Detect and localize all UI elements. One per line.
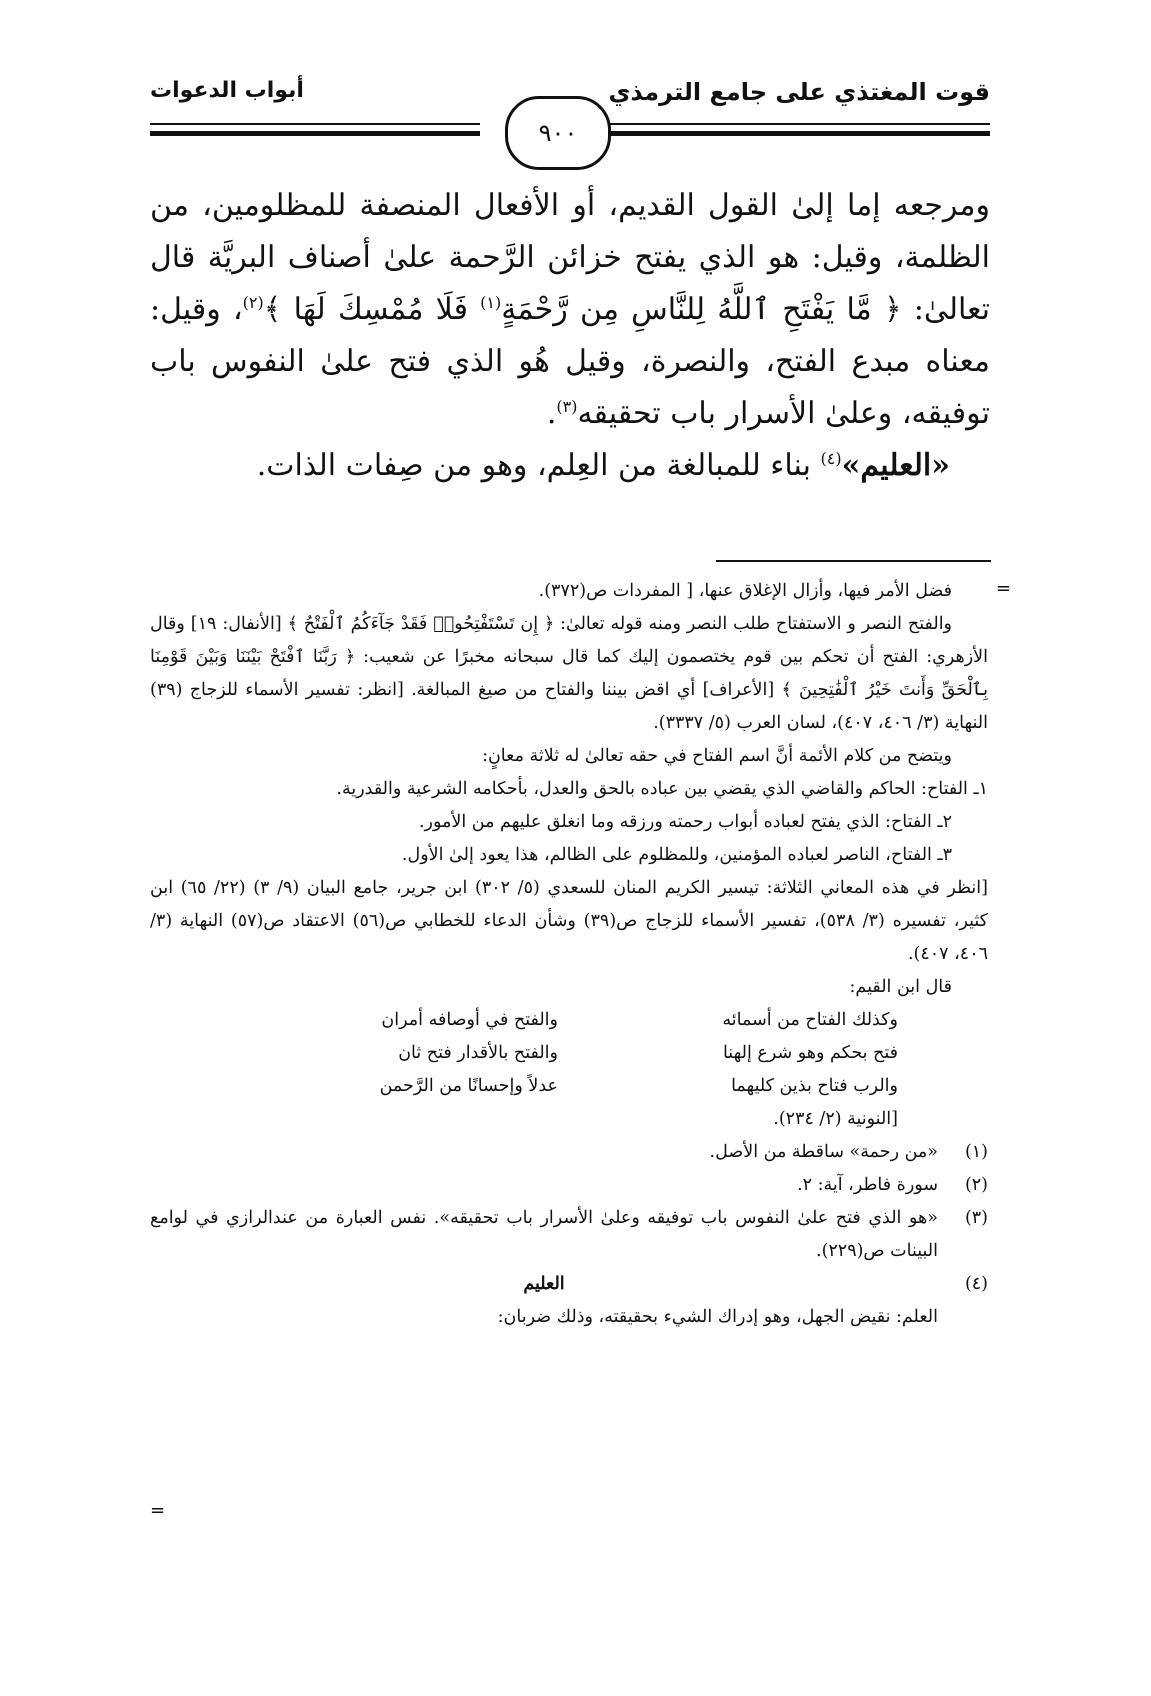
footnote-line: ١ـ الفتاح: الحاكم والقاضي الذي يقضي بين عباده بالحق والعدل، بأحكامه الشرعية والقدرية. — [336, 779, 988, 799]
chapter-title: أبواب الدعوات — [150, 78, 304, 103]
page-number: ٩٠٠ — [505, 96, 611, 170]
footnote-ref-4: (٤) — [820, 449, 842, 468]
header-rule-right-thick — [610, 131, 990, 136]
header-rule-left — [150, 123, 480, 125]
footnote-4-title: العليم — [523, 1274, 565, 1294]
footnote-3: (٣) «هو الذي فتح علىٰ النفوس باب توفيقه وعلىٰ الأسرار باب تحقيقه». نفس العبارة من عندالرازي في لوامع البينات ص(٢٢٩). — [150, 1208, 988, 1261]
page-header — [150, 78, 990, 168]
footnote-2: (٢) سورة فاطر، آية: ٢. — [797, 1175, 988, 1195]
main-text — [150, 180, 990, 492]
header-rule-left-thick — [150, 131, 480, 136]
poem-verse: والرب فتاح بذين كليهما عدلاً وإحسانًا من الرَّحمن — [379, 1076, 898, 1096]
poem-reference: [النونية (٢/ ٢٣٤). — [773, 1109, 898, 1129]
term-alalim: «العليم» — [841, 448, 950, 483]
footnote-1: (١) «من رحمة» ساقطة من الأصل. — [709, 1142, 988, 1162]
footnote-4-body: العلم: نقيض الجهل، وهو إدراك الشيء بحقيقته، وذلك ضربان: — [497, 1307, 938, 1327]
footnote-separator — [716, 560, 991, 562]
poem-verse: وكذلك الفتاح من أسمائه والفتح في أوصافه أمران — [381, 1010, 898, 1030]
continuation-mark: = — [995, 578, 1011, 599]
end-continuation-mark: = — [150, 1500, 166, 1521]
footnotes — [150, 575, 988, 1334]
poem — [258, 1004, 898, 1136]
poem-verse: فتح بحكم وهو شرع إلهنا والفتح بالأقدار فتح ثان — [398, 1043, 898, 1063]
footnote-line: ٣ـ الفتاح، الناصر لعباده المؤمنين، وللمظلوم على الظالم، هذا يعود إلىٰ الأول. — [401, 845, 952, 865]
main-paragraph-1: ومرجعه إما إلىٰ القول القديم، أو الأفعال المنصفة للمظلومين، من الظلمة، وقيل: هو الذي يفتح خزائن الرَّحمة علىٰ أصناف البريَّة قال تعالىٰ: ﴿ مَّا يَفْتَحِ ٱللَّهُ لِلنَّاسِ مِن رَّحْمَةٍ$^{(١)}$ فَلَا مُمْسِكَ لَهَا ﴾$^{(٢)}$، وقيل: معناه مبدع الفتح، والنصرة، وقيل هُو الذي فتح علىٰ النفوس باب توفيقه، وعلىٰ الأسرار باب تحقيقه$^{(٣)}$. — [150, 188, 990, 431]
footnote-ref-1: (١) — [480, 293, 502, 312]
footnote-line: والفتح النصر و الاستفتاح طلب النصر ومنه قوله تعالىٰ: ﴿ إِن تَسْتَفْتِحُوا۟ فَقَدْ جَآءَكُمُ ٱلْفَتْحُ ﴾ [الأنفال: ١٩] وقال الأزهري: الفتح أن تحكم بين قوم يختصمون إليك كما قال سبحانه مخبرًا عن شعيب: ﴿ رَبَّنَا ٱفْتَحْ بَيْنَنَا وَبَيْنَ قَوْمِنَا بِٱلْحَقِّ وَأَنتَ خَيْرُ ٱلْفَٰتِحِينَ ﴾ [الأعراف] أي اقض بيننا والفتاح من صيغ المبالغة. [انظر: تفسير الأسماء للزجاج (٣٩) النهاية (٣/ ٤٠٦، ٤٠٧)، لسان العرب (٥/ ٣٣٣٧). — [150, 614, 988, 733]
header-rule-right — [610, 123, 990, 125]
footnote-line: [انظر في هذه المعاني الثلاثة: تيسير الكريم المنان للسعدي (٥/ ٣٠٢) ابن جرير، جامع البيان (٩/ ٣) (٢٢/ ٦٥) ابن كثير، تفسيره (٣/ ٥٣٨)، تفسير الأسماء للزجاج ص(٣٩) وشأن الدعاء للخطابي ص(٥٦) الاعتقاد ص(٥٧) النهاية (٣/ ٤٠٦، ٤٠٧). — [150, 878, 989, 964]
footnote-ref-3: (٣) — [556, 397, 578, 416]
book-title: قوت المغتذي على جامع الترمذي — [608, 78, 990, 106]
footnote-line: فضل الأمر فيها، وأزال الإغلاق عنها، [ المفردات ص(٣٧٢). — [538, 581, 952, 601]
footnote-line: ويتضح من كلام الأئمة أنَّ اسم الفتاح في حقه تعالىٰ له ثلاثة معانٍ: — [482, 746, 952, 766]
footnote-line: ٢ـ الفتاح: الذي يفتح لعباده أبواب رحمته ورزقه وما انغلق عليهم من الأمور. — [418, 812, 952, 832]
footnote-ref-2: (٢) — [242, 293, 264, 312]
poem-intro: قال ابن القيم: — [849, 977, 952, 997]
footnote-4: (٤) العليم — [150, 1268, 988, 1301]
main-paragraph-2: «العليم»$^{(٤)}$ بناء للمبالغة من العِلم، وهو من صِفات الذات. — [256, 448, 950, 483]
